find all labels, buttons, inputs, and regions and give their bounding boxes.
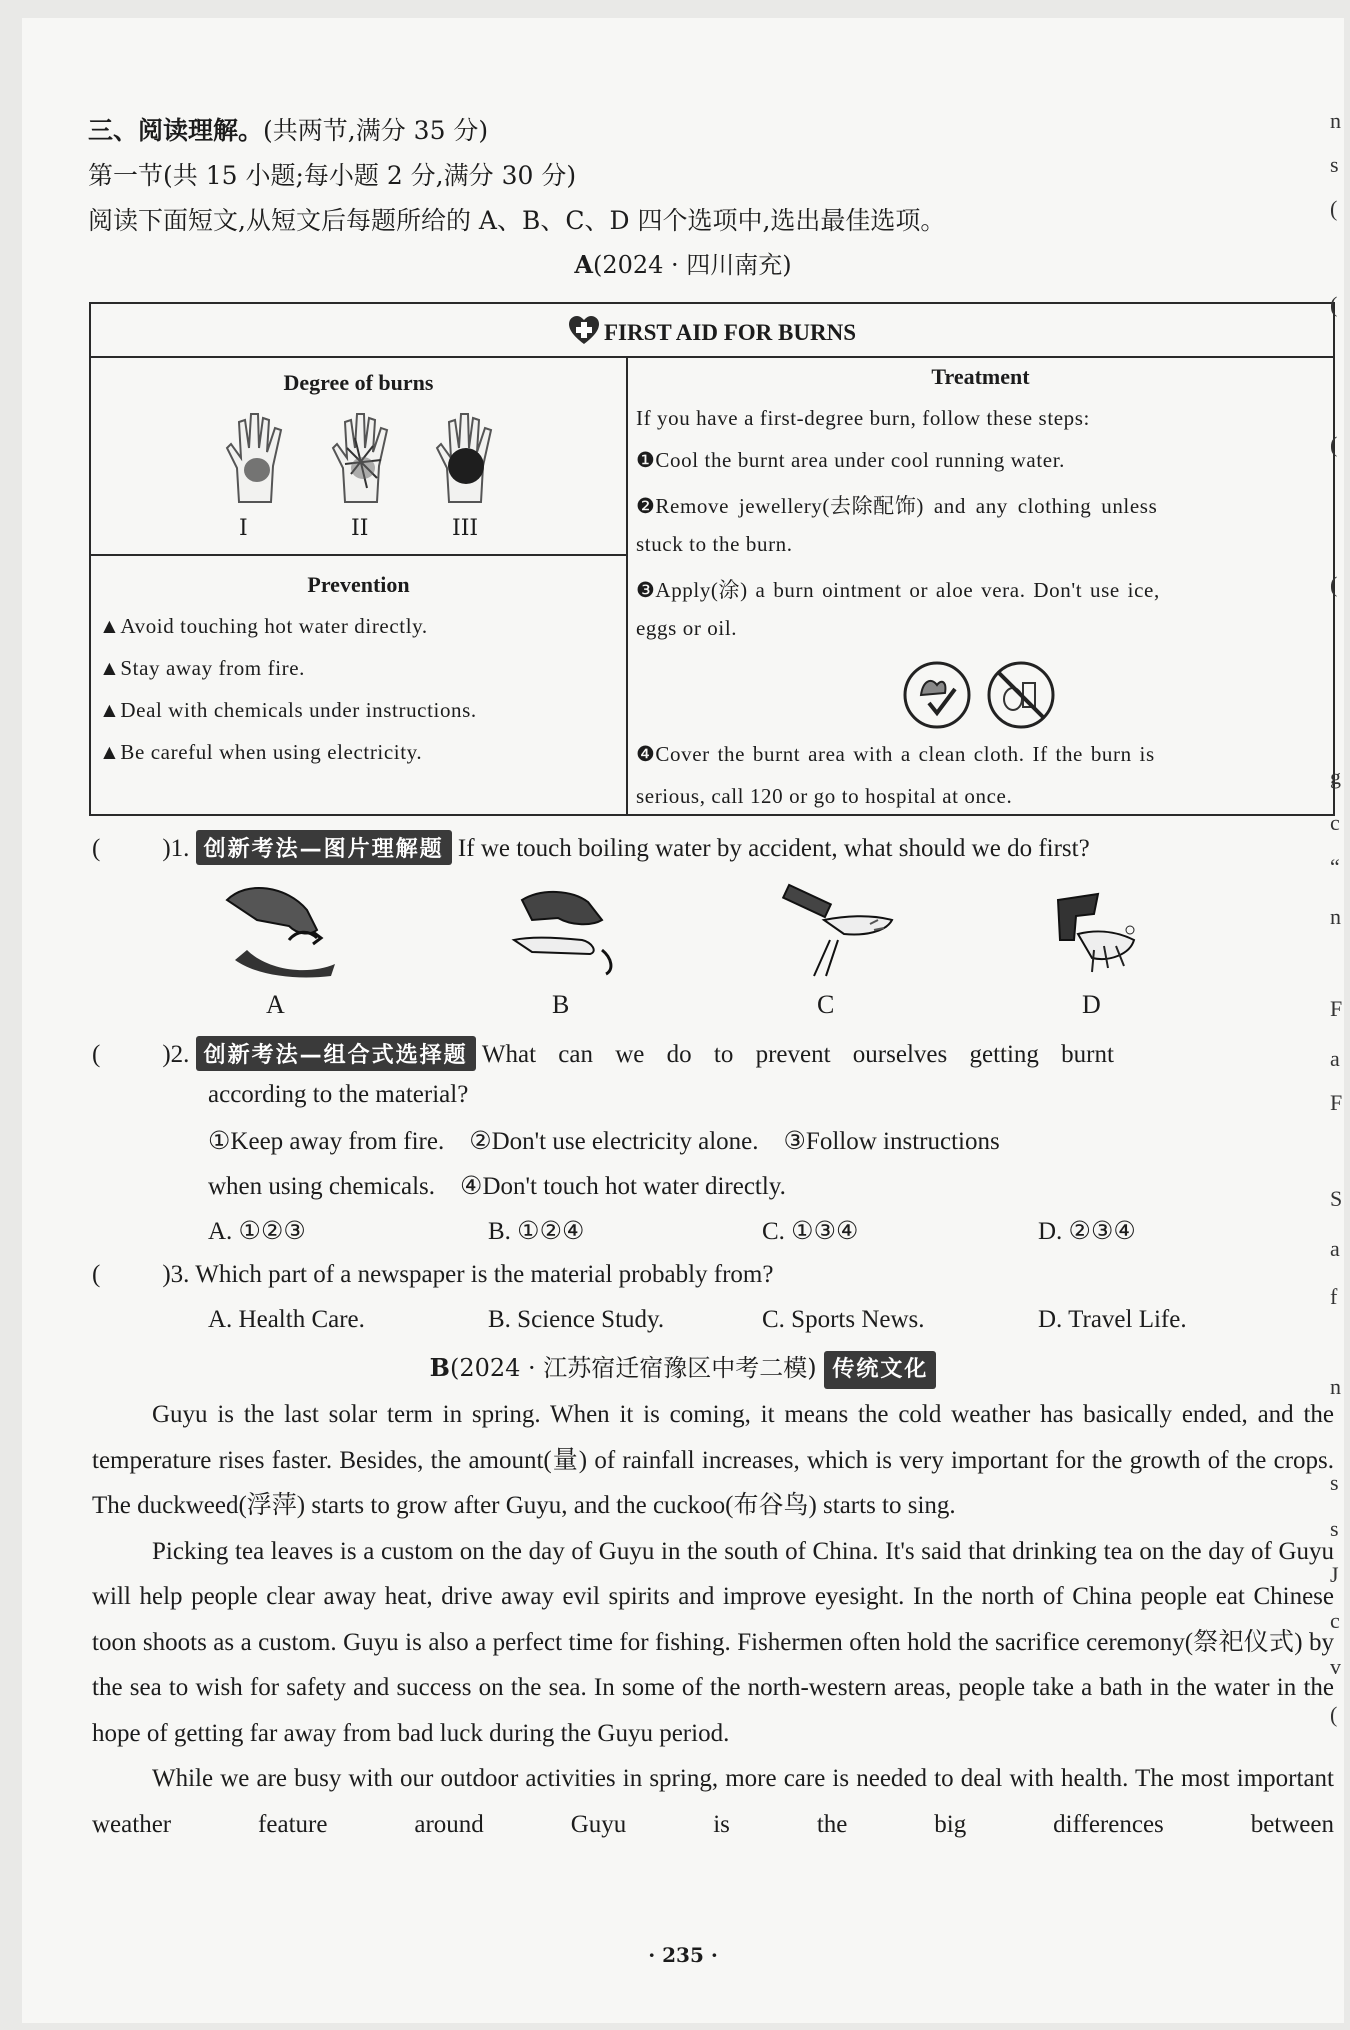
first-aid-table xyxy=(89,302,1338,816)
passage-b-heading: B(2024 · 江苏宿迁宿豫区中考二模) 传统文化 xyxy=(22,1351,1344,1389)
hand-burn-1-image xyxy=(221,408,291,508)
degree-label-3: III xyxy=(452,516,479,541)
section-part: 第一节(共 15 小题;每小题 2 分,满分 30 分) xyxy=(88,161,577,190)
question-2: ( )2. 创新考法—组合式选择题 What can we do to prevent ourselves getting burnt xyxy=(92,1036,1114,1071)
degree-label-1: I xyxy=(239,516,248,541)
medical-cross-icon xyxy=(568,316,600,352)
paragraph: While we are busy with our outdoor activities in spring, more care is needed to deal with health. The most important weather feature around Guyu is the big differences between xyxy=(92,1765,1334,1838)
question-2-option-d[interactable]: D. ②③④ xyxy=(1038,1218,1136,1245)
edge-char: g xyxy=(1330,764,1341,789)
question-3-option-d[interactable]: D. Travel Life. xyxy=(1038,1306,1187,1333)
tag-label: 创新考法—组合式选择题 xyxy=(196,1036,476,1071)
edge-char: ( xyxy=(1330,572,1338,597)
edge-char: n xyxy=(1330,1374,1341,1399)
treatment-line: ❷Remove jewellery(去除配饰) and any clothing unless xyxy=(636,494,1158,518)
edge-char: s xyxy=(1330,1470,1339,1495)
edge-char: a xyxy=(1330,1236,1340,1261)
option-d-image xyxy=(1034,880,1164,984)
option-b-label: B xyxy=(552,990,570,1019)
table-title: FIRST AID FOR BURNS xyxy=(91,316,1333,352)
option-a-label: A xyxy=(266,990,285,1019)
treatment-line: ❶Cool the burnt area under cool running water. xyxy=(636,448,1065,472)
treatment-line: ❸Apply(涂) a burn ointment or aloe vera. Don't use ice, xyxy=(636,578,1160,602)
passage-b-body xyxy=(92,1392,1334,1847)
edge-char: ( xyxy=(1330,196,1338,221)
prevention-title: Prevention xyxy=(307,572,410,597)
edge-char: f xyxy=(1330,1284,1338,1309)
question-2-option-a[interactable]: A. ①②③ xyxy=(208,1218,306,1245)
treatment-line: If you have a first-degree burn, follow these steps: xyxy=(636,406,1090,430)
option-a-image xyxy=(217,880,347,984)
edge-char: c xyxy=(1330,1608,1340,1633)
degree-label-2: II xyxy=(351,516,369,541)
edge-char: s xyxy=(1330,152,1339,177)
section-title: 三、阅读理解。(共两节,满分 35 分) xyxy=(88,116,489,145)
edge-char: J xyxy=(1330,1562,1339,1587)
paragraph: Picking tea leaves is a custom on the day of Guyu in the south of China. It's said that drinking tea on the day of Guyu will help people clear away heat, drive away evil spirits and improve eyesight. In the north of China people eat Chinese toon shoots as a custom. Guyu is also a perfect time for fishing. Fishermen often hold the sacrifice ceremony(祭祀仪式) by the sea to wish for safety and success on the sea. In some of the north-western areas, people take a bath in the water in the hope of getting far away from bad luck during the Guyu period. xyxy=(92,1537,1334,1747)
edge-char: F xyxy=(1330,996,1343,1021)
option-c-image xyxy=(774,880,904,984)
edge-char: ( xyxy=(1330,1702,1338,1727)
treatment-line: eggs or oil. xyxy=(636,616,738,640)
tag-label: 创新考法—图片理解题 xyxy=(196,830,452,865)
option-b-image xyxy=(502,880,632,984)
edge-char: n xyxy=(1330,904,1341,929)
treatment-line: stuck to the burn. xyxy=(636,532,793,556)
treatment-title: Treatment xyxy=(931,364,1030,389)
passage-a-heading: A(2024 · 四川南充) xyxy=(574,250,792,279)
ointment-ok-icon xyxy=(901,659,973,735)
edge-char: S xyxy=(1330,1186,1343,1211)
edge-char: v xyxy=(1330,1654,1341,1679)
page-number: · 235 · xyxy=(648,1943,718,1967)
no-ice-eggs-oil-icon xyxy=(985,659,1057,735)
hand-burn-2-image xyxy=(327,408,397,508)
edge-char: n xyxy=(1330,108,1341,133)
edge-char: F xyxy=(1330,1090,1343,1115)
page xyxy=(22,18,1344,2023)
question-2-option-b[interactable]: B. ①②④ xyxy=(488,1218,585,1245)
hand-burn-3-image xyxy=(431,408,501,508)
section-instruction: 阅读下面短文,从短文后每题所给的 A、B、C、D 四个选项中,选出最佳选项。 xyxy=(88,206,946,235)
prevention-item: ▲Stay away from fire. xyxy=(99,656,305,680)
question-2-option-c[interactable]: C. ①③④ xyxy=(762,1218,859,1245)
edge-char: a xyxy=(1330,1046,1340,1071)
treatment-line: serious, call 120 or go to hospital at once. xyxy=(636,784,1013,808)
edge-char: c xyxy=(1330,810,1340,835)
question-2-items: ①Keep away from fire. ②Don't use electricity alone. ③Follow instructions xyxy=(208,1128,1000,1155)
question-1: ( )1. 创新考法—图片理解题 If we touch boiling water by accident, what should we do first? xyxy=(92,830,1090,865)
edge-char: ( xyxy=(1330,432,1338,457)
question-2-items: when using chemicals. ④Don't touch hot water directly. xyxy=(208,1173,786,1200)
edge-char: s xyxy=(1330,1516,1339,1541)
prevention-item: ▲Deal with chemicals under instructions. xyxy=(99,698,477,722)
option-d-label: D xyxy=(1082,990,1101,1019)
paragraph: Guyu is the last solar term in spring. When it is coming, it means the cold weather has basically ended, and the temperature rises faster. Besides, the amount(量) of rainfall increases, which is very important for the growth of the crops. The duckweed(浮萍) starts to grow after Guyu, and the cuckoo(布谷鸟) starts to sing. xyxy=(92,1401,1334,1519)
question-3: ( )3. Which part of a newspaper is the material probably from? xyxy=(92,1261,774,1288)
degree-title: Degree of burns xyxy=(283,370,434,395)
prevention-item: ▲Be careful when using electricity. xyxy=(99,740,423,764)
edge-char: “ xyxy=(1330,854,1340,879)
prevention-item: ▲Avoid touching hot water directly. xyxy=(99,614,428,638)
tag-label: 传统文化 xyxy=(824,1351,936,1389)
option-c-label: C xyxy=(817,990,835,1019)
question-3-option-c[interactable]: C. Sports News. xyxy=(762,1306,925,1333)
question-3-option-a[interactable]: A. Health Care. xyxy=(208,1306,365,1333)
question-3-option-b[interactable]: B. Science Study. xyxy=(488,1306,665,1333)
treatment-line: ❹Cover the burnt area with a clean cloth. If the burn is xyxy=(636,742,1155,766)
question-2-line2: according to the material? xyxy=(208,1081,469,1108)
edge-char: ( xyxy=(1330,292,1338,317)
